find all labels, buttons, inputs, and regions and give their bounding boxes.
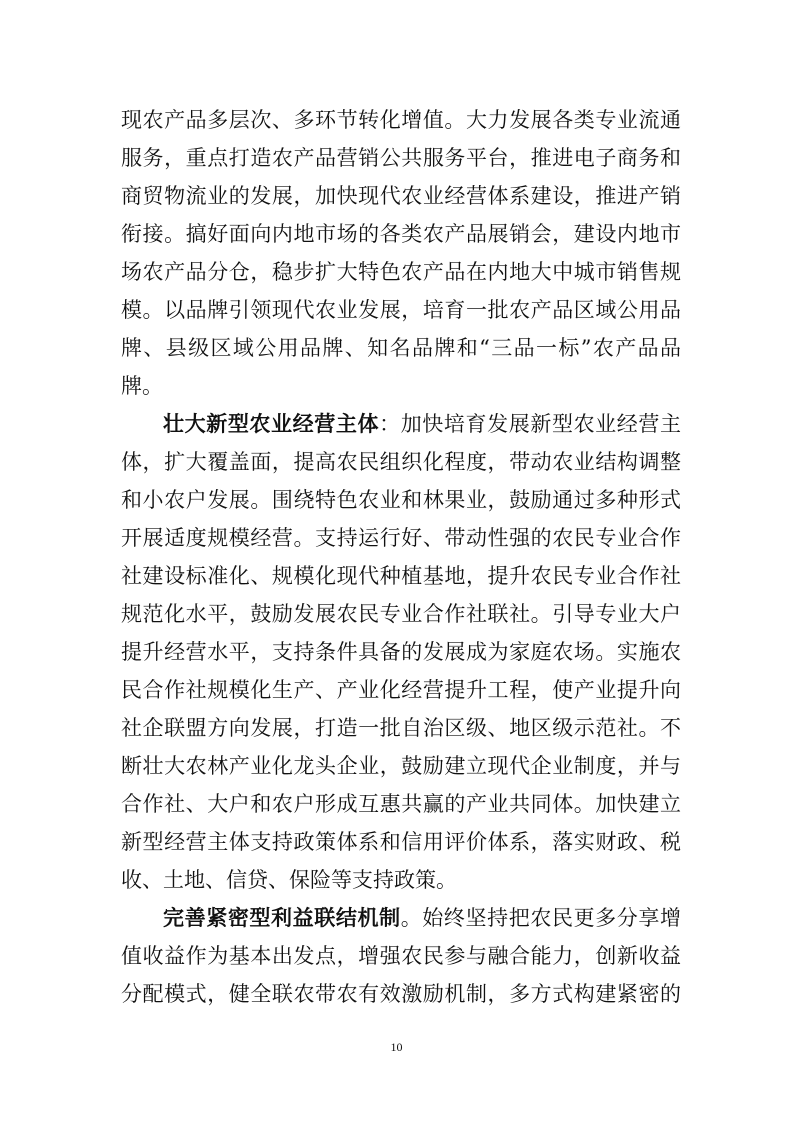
body-text-line: 值收益作为基本出发点，增强农民参与融合能力，创新收益 xyxy=(121,944,681,968)
body-text-line: 现农产品多层次、多环节转化增值。大力发展各类专业流通 xyxy=(121,108,681,132)
paragraph-first-line xyxy=(163,904,681,932)
body-text-line: 规范化水平，鼓励发展农民专业合作社联社。引导专业大户 xyxy=(121,602,681,626)
body-text-line: 模。以品牌引领现代农业发展，培育一批农产品区域公用品 xyxy=(121,298,681,322)
page-number: 10 xyxy=(390,1040,403,1054)
paragraph-first-line xyxy=(163,410,681,438)
body-text-line: 断壮大农林产业化龙头企业，鼓励建立现代企业制度，并与 xyxy=(121,754,681,778)
body-text-line: 和小农户发展。围绕特色农业和林果业，鼓励通过多种形式 xyxy=(121,488,681,512)
body-text: ：加快培育发展新型农业经营主 xyxy=(379,412,682,436)
body-text-line: 社企联盟方向发展，打造一批自治区级、地区级示范社。不 xyxy=(121,716,681,740)
section-heading: 壮大新型农业经营主体 xyxy=(163,412,380,436)
body-text-line: 新型经营主体支持政策体系和信用评价体系，落实财政、税 xyxy=(121,830,681,854)
body-text-line: 牌。 xyxy=(121,374,163,398)
body-text-line: 提升经营水平，支持条件具备的发展成为家庭农场。实施农 xyxy=(121,640,681,664)
body-text-line: 社建设标准化、规模化现代种植基地，提升农民专业合作社 xyxy=(121,564,681,588)
body-text-line: 收、土地、信贷、保险等支持政策。 xyxy=(121,868,457,892)
body-text-line: 牌、县级区域公用品牌、知名品牌和“三品一标”农产品品 xyxy=(121,336,681,360)
section-heading: 完善紧密型利益联结机制 xyxy=(163,906,401,930)
body-text-line: 服务，重点打造农产品营销公共服务平台，推进电子商务和 xyxy=(121,146,681,170)
body-text-line: 体，扩大覆盖面，提高农民组织化程度，带动农业结构调整 xyxy=(121,450,681,474)
body-text: 。始终坚持把农民更多分享增 xyxy=(400,906,682,930)
body-text-line: 开展适度规模经营。支持运行好、带动性强的农民专业合作 xyxy=(121,526,681,550)
body-text-line: 衔接。搞好面向内地市场的各类农产品展销会，建设内地市 xyxy=(121,222,681,246)
body-text-line: 分配模式，健全联农带农有效激励机制，多方式构建紧密的 xyxy=(121,982,681,1006)
body-text-line: 场农产品分仓，稳步扩大特色农产品在内地大中城市销售规 xyxy=(121,260,681,284)
body-text-line: 民合作社规模化生产、产业化经营提升工程，使产业提升向 xyxy=(121,678,681,702)
body-text-line: 商贸物流业的发展，加快现代农业经营体系建设，推进产销 xyxy=(121,184,681,208)
body-text-line: 合作社、大户和农户形成互惠共赢的产业共同体。加快建立 xyxy=(121,792,681,816)
